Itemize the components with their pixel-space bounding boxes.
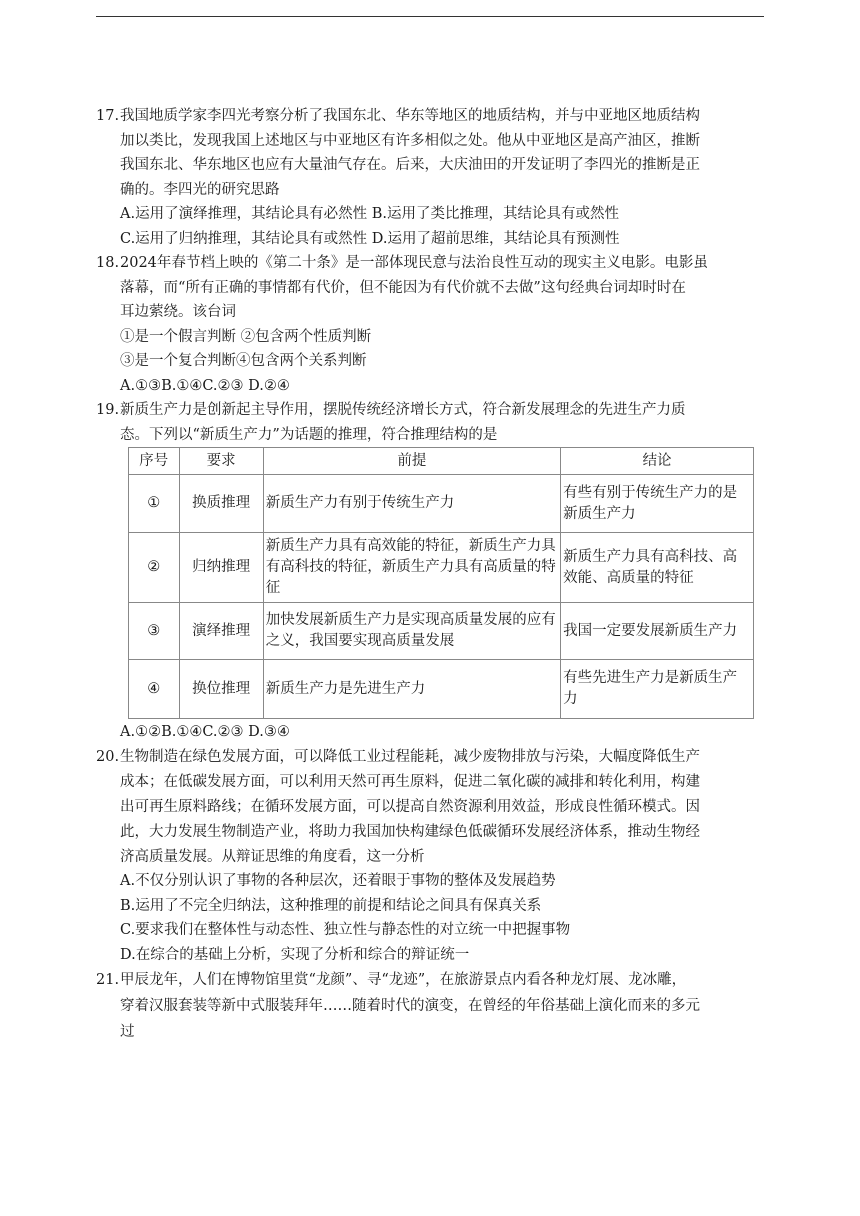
table-cell: 新质生产力是先进生产力 — [263, 660, 560, 719]
answer-option: B.运用了不完全归纳法，这种推理的前提和结论之间具有保真关系 — [120, 897, 542, 914]
table-cell: 演绎推理 — [179, 603, 263, 660]
answer-option: C.要求我们在整体性与动态性、独立性与静态性的对立统一中把握事物 — [120, 922, 571, 939]
stem-line: 2024年春节档上映的《第二十条》是一部体现民意与法治良性互动的现实主义电影。电影虽 — [120, 255, 708, 272]
statement-line: ③是一个复合判断④包含两个关系判断 — [120, 353, 367, 370]
stem-line: 成本；在低碳发展方面，可以利用天然可再生原料，促进二氧化碳的减排和转化利用，构建 — [120, 774, 700, 791]
table-cell: ④ — [129, 660, 180, 719]
question-number: 21. — [96, 971, 120, 988]
table-cell: 换质推理 — [179, 475, 263, 533]
answer-option: A.不仅分别认识了事物的各种层次，还着眼于事物的整体及发展趋势 — [120, 873, 556, 890]
table-row — [129, 660, 754, 719]
column-header: 前提 — [263, 448, 560, 475]
statement-line: ①是一个假言判断 ②包含两个性质判断 — [120, 328, 372, 345]
stem-line: 甲辰龙年，人们在博物馆里赏“龙颜”、寻“龙迹”，在旅游景点内看各种龙灯展、龙冰雕， — [120, 971, 687, 988]
question-21 — [0, 967, 860, 1045]
stem-line: 耳边萦绕。该台词 — [120, 304, 236, 321]
header-rule — [96, 16, 764, 17]
page-content — [0, 104, 860, 1045]
question-number: 19. — [96, 402, 120, 419]
table-cell: 有些先进生产力是新质生产力 — [561, 660, 754, 719]
table-cell: ① — [129, 475, 180, 533]
stem-line: 我国地质学家李四光考察分析了我国东北、华东等地区的地质结构，并与中亚地区地质结构 — [120, 108, 700, 124]
question-stem — [0, 398, 860, 447]
stem-line: 过 — [120, 1023, 135, 1040]
table-header-row — [129, 448, 754, 475]
stem-line: 出可再生原料路线；在循环发展方面，可以提高自然资源利用效益，形成良性循环模式。因 — [120, 798, 700, 815]
table-cell: ③ — [129, 603, 180, 660]
question-number: 18. — [96, 255, 120, 272]
stem-line: 济高质量发展。从辩证思维的角度看，这一分析 — [120, 848, 425, 865]
table-cell: 归纳推理 — [179, 533, 263, 603]
question-stem — [0, 251, 860, 325]
answer-option: D.在综合的基础上分析，实现了分析和综合的辩证统一 — [120, 946, 470, 963]
table-row — [129, 533, 754, 603]
question-17 — [0, 104, 860, 251]
stem-line: 确的。李四光的研究思路 — [120, 181, 280, 198]
question-stem — [0, 104, 860, 202]
answer-option: A.运用了演绎推理，其结论具有必然性 B.运用了类比推理，其结论具有或然性 — [120, 206, 619, 223]
stem-line: 态。下列以“新质生产力”为话题的推理，符合推理结构的是 — [120, 426, 498, 443]
column-header: 要求 — [179, 448, 263, 475]
question-number: 17. — [96, 108, 120, 124]
question-18 — [0, 251, 860, 398]
table-cell: 加快发展新质生产力是实现高质量发展的应有之义，我国要实现高质量发展 — [263, 603, 560, 660]
answer-option: A.①②B.①④C.②③ D.③④ — [120, 724, 290, 741]
stem-line: 此，大力发展生物制造产业，将助力我国加快构建绿色低碳循环发展经济体系，推动生物经 — [120, 823, 700, 840]
stem-line: 我国东北、华东地区也应有大量油气存在。后来，大庆油田的开发证明了李四光的推断是正 — [120, 157, 700, 174]
table-row — [129, 475, 754, 533]
table-row — [129, 603, 754, 660]
column-header: 序号 — [129, 448, 180, 475]
answer-option: A.①③B.①④C.②③ D.②④ — [120, 377, 290, 394]
table-cell: ② — [129, 533, 180, 603]
question-20 — [0, 745, 860, 967]
table-cell: 我国一定要发展新质生产力 — [561, 603, 754, 660]
answer-option: C.运用了归纳推理，其结论具有或然性 D.运用了超前思维，其结论具有预测性 — [120, 230, 620, 247]
stem-line: 生物制造在绿色发展方面，可以降低工业过程能耗，减少废物排放与污染，大幅度降低生产 — [120, 749, 700, 766]
question-stem — [0, 967, 860, 1045]
table-cell: 换位推理 — [179, 660, 263, 719]
stem-line: 落幕，而“所有正确的事情都有代价，但不能因为有代价就不去做”这句经典台词却时时在 — [120, 279, 686, 296]
table-cell: 新质生产力具有高效能的特征，新质生产力具有高科技的特征，新质生产力具有高质量的特征 — [263, 533, 560, 603]
question-number: 20. — [96, 749, 120, 766]
stem-line: 新质生产力是创新起主导作用，摆脱传统经济增长方式，符合新发展理念的先进生产力质 — [120, 402, 686, 419]
column-header: 结论 — [561, 448, 754, 475]
table-cell: 新质生产力具有高科技、高效能、高质量的特征 — [561, 533, 754, 603]
table-cell: 有些有别于传统生产力的是新质生产力 — [561, 475, 754, 533]
stem-line: 加以类比，发现我国上述地区与中亚地区有许多相似之处。他从中亚地区是高产油区，推断 — [120, 132, 700, 149]
table-cell: 新质生产力有别于传统生产力 — [263, 475, 560, 533]
reasoning-table — [128, 447, 754, 719]
question-19 — [0, 398, 860, 745]
question-stem — [0, 745, 860, 869]
stem-line: 穿着汉服套装等新中式服装拜年……随着时代的演变，在曾经的年俗基础上演化而来的多元 — [120, 997, 700, 1014]
